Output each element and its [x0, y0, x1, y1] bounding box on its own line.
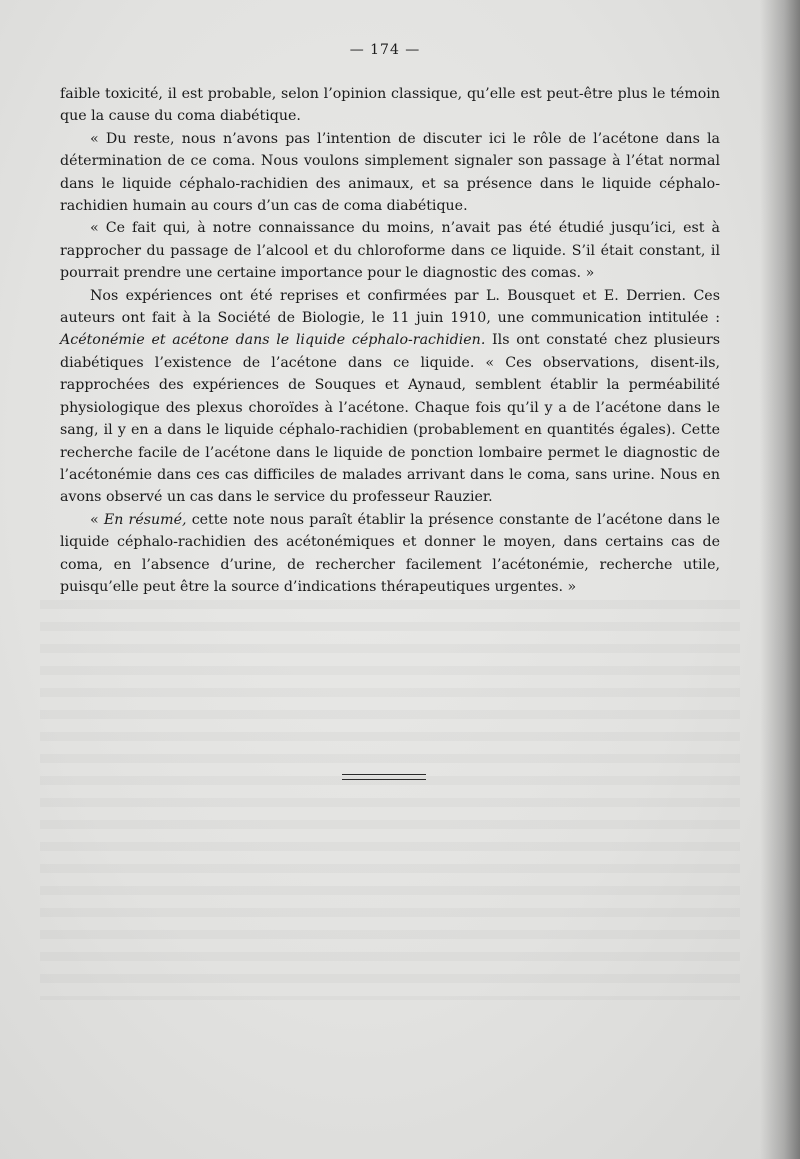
text-run: faible toxicité, il est probable, selon l’opinion classique, qu’elle est peut-être plus le témoin que la cause du coma diabétique. [60, 86, 720, 125]
paragraph-2 [60, 128, 720, 218]
paragraph-3 [60, 217, 720, 284]
paragraph-1 [60, 83, 720, 128]
paragraph-5 [60, 509, 720, 599]
body-text [60, 83, 720, 598]
show-through-shadow [40, 600, 740, 1000]
text-run: « [90, 511, 104, 528]
italic-text: Acétonémie et acétone dans le liquide céphalo-rachidien. [60, 332, 486, 349]
page-number: — 174 — [349, 42, 421, 58]
text-run: « Ce fait qui, à notre connaissance du moins, n’avait pas été étudié jusqu’ici, est à rapprocher du passage de l’alcool et du chloroforme dans ce liquide. S’il était constant, il pourrait prendre une certaine importance pour le diagnostic des comas. » [60, 220, 720, 282]
text-run: « Du reste, nous n’avons pas l’intention de discuter ici le rôle de l’acétone dans la détermination de ce coma. Nous voulons simplement signaler son passage à l’état normal dans le liquide céphalo-rachidien des animaux, et sa présence dans le liquide céphalo-rachidien humain au cours d’un cas de coma diabétique. [60, 130, 720, 215]
binding-gutter-shadow [760, 0, 800, 1159]
text-run: Ils ont constaté chez plusieurs diabétiques l’existence de l’acétone dans ce liquide. « Ces observations, disent-ils, rapprochées des expériences de Souques et Aynaud, semblent établir la perméabilité physiologique des plexus choroïdes à l’acétone. Chaque fois qu’il y a de l’acétone dans le sang, il y en a dans le liquide céphalo-rachidien (probablement en quantités égales). Cette recherche facile de l’acétone dans le liquide de ponction lombaire permet le diagnostic de l’acétonémie dans ces cas difficiles de malades arrivant dans le coma, sans urine. Nous en avons observé un cas dans le service du professeur Rauzier. [60, 332, 721, 506]
text-run: Nos expériences ont été reprises et confirmées par L. Bousquet et E. Derrien. Ces auteurs ont fait à la Société de Biologie, le 11 juin 1910, une communication intitulée : [60, 287, 720, 327]
paragraph-4 [60, 285, 720, 509]
italic-text: En résumé, [103, 511, 187, 528]
section-end-double-rule [342, 774, 426, 780]
text-run: cette note nous paraît établir la présence constante de l’acétone dans le liquide céphalo-rachidien des acétonémiques et donner le moyen, dans certains cas de coma, en l’absence d’urine, de rechercher facilement l’acétonémie, recherche utile, puisqu’elle peut être la source d’indications thérapeutiques urgentes. » [60, 511, 720, 595]
